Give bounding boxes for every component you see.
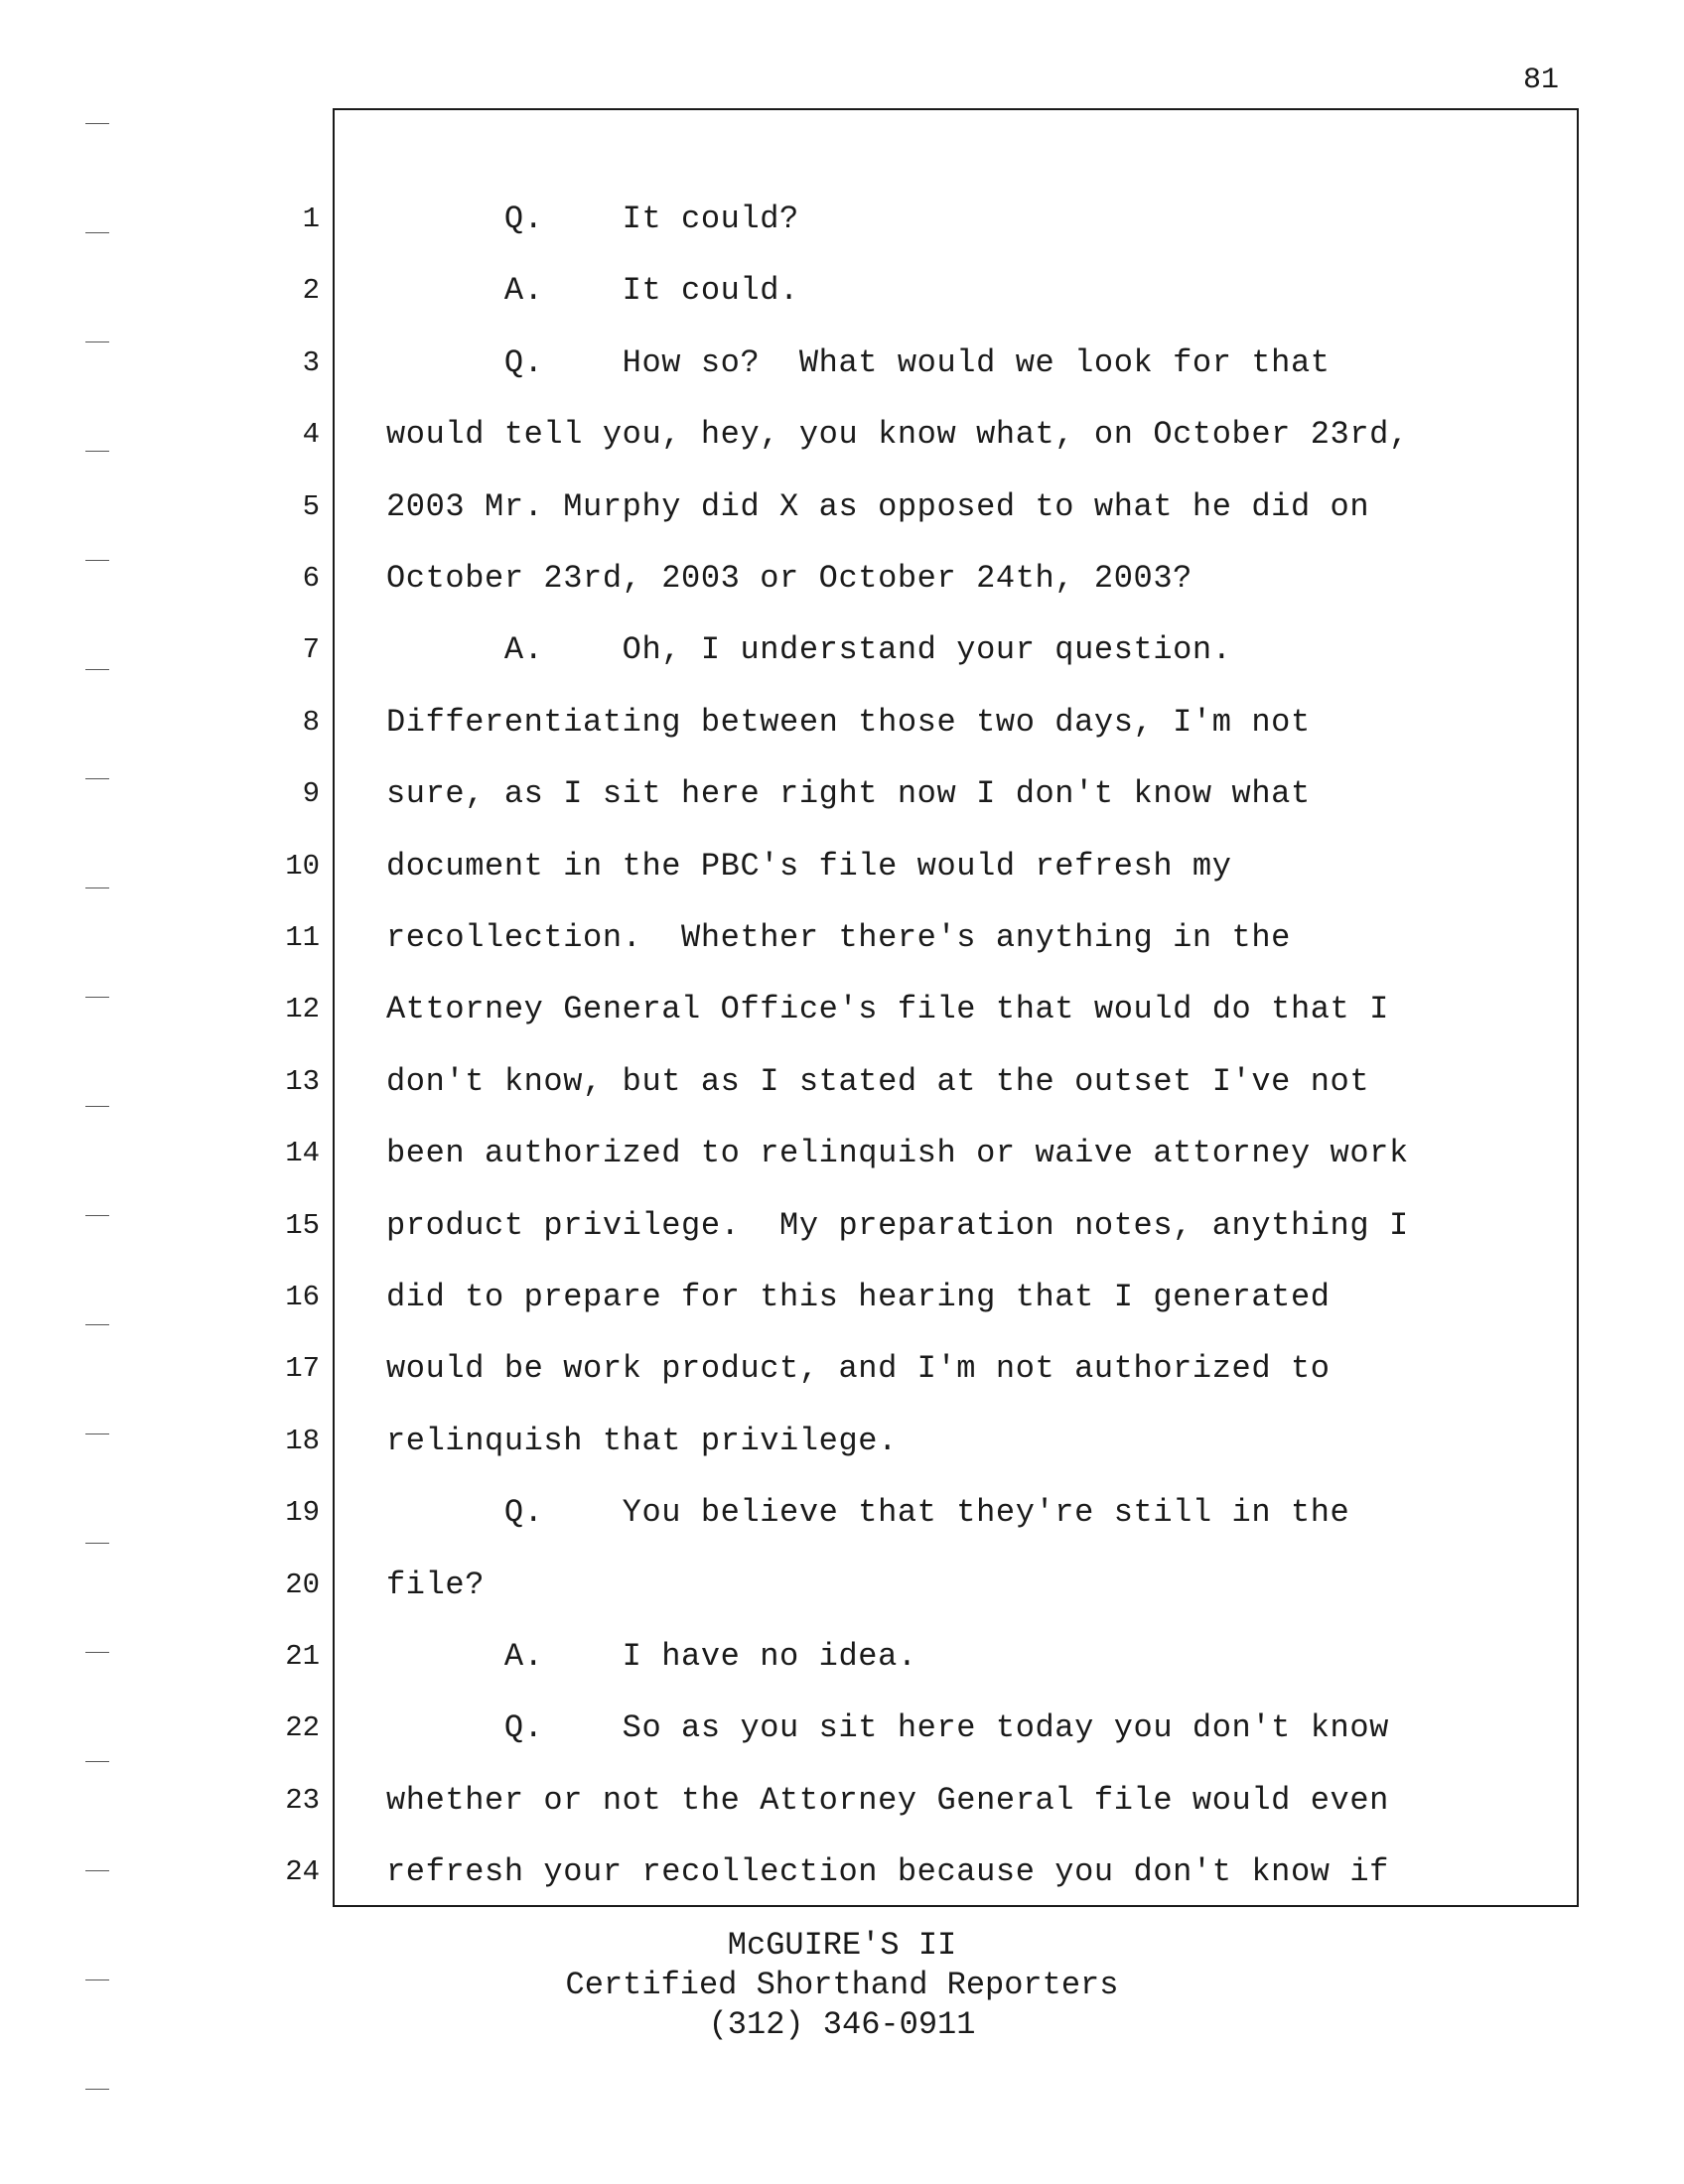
reporter-title: Certified Shorthand Reporters xyxy=(565,1967,1119,2003)
margin-mark xyxy=(85,1761,109,1762)
transcript-line: relinquish that privilege. xyxy=(386,1423,898,1459)
transcript-line: document in the PBC's file would refresh my xyxy=(386,848,1232,885)
line-number: 22 xyxy=(285,1711,320,1744)
margin-mark xyxy=(85,2089,109,2090)
margin-mark xyxy=(85,1652,109,1653)
line-number: 1 xyxy=(302,203,320,235)
line-number: 3 xyxy=(302,346,320,379)
margin-mark xyxy=(85,1870,109,1871)
reporter-name: McGUIRE'S II xyxy=(727,1927,957,1964)
margin-mark xyxy=(85,669,109,670)
line-number: 20 xyxy=(285,1569,320,1601)
margin-mark xyxy=(85,1215,109,1216)
line-number: 23 xyxy=(285,1784,320,1817)
line-number: 4 xyxy=(302,418,320,451)
line-number: 14 xyxy=(285,1137,320,1169)
page-number: 81 xyxy=(1522,64,1559,97)
transcript-line: would tell you, hey, you know what, on October 23rd, xyxy=(386,416,1409,453)
transcript-line: Attorney General Office's file that would do that I xyxy=(386,991,1389,1027)
line-number: 19 xyxy=(285,1496,320,1529)
margin-mark xyxy=(85,1433,109,1434)
transcript-line: recollection. Whether there's anything in the xyxy=(386,919,1291,956)
line-number: 6 xyxy=(302,562,320,595)
transcript-line: refresh your recollection because you don't know if xyxy=(386,1853,1389,1890)
line-number: 16 xyxy=(285,1281,320,1313)
transcript-line: been authorized to relinquish or waive attorney work xyxy=(386,1135,1409,1171)
line-number: 8 xyxy=(302,706,320,739)
transcript-line: Q. You believe that they're still in the xyxy=(386,1494,1350,1531)
margin-mark xyxy=(85,1106,109,1107)
line-number: 17 xyxy=(285,1352,320,1385)
transcript-line: Q. It could? xyxy=(386,201,799,237)
margin-mark xyxy=(85,997,109,998)
line-number: 7 xyxy=(302,633,320,666)
transcript-line: Differentiating between those two days, I'm not xyxy=(386,704,1311,741)
line-number: 15 xyxy=(285,1209,320,1242)
transcript-line: Q. How so? What would we look for that xyxy=(386,344,1331,381)
line-number: 5 xyxy=(302,490,320,523)
transcript-line: did to prepare for this hearing that I generated xyxy=(386,1279,1331,1315)
transcript-line: file? xyxy=(386,1567,486,1603)
transcript-line: Q. So as you sit here today you don't know xyxy=(386,1709,1389,1746)
line-number: 11 xyxy=(285,921,320,954)
transcript-line: don't know, but as I stated at the outset I've not xyxy=(386,1063,1370,1100)
transcript-line: product privilege. My preparation notes, anything I xyxy=(386,1207,1409,1244)
margin-mark xyxy=(85,232,109,233)
transcript-line: 2003 Mr. Murphy did X as opposed to what he did on xyxy=(386,488,1370,525)
reporter-phone: (312) 346-0911 xyxy=(708,2006,976,2043)
margin-mark xyxy=(85,1979,109,1980)
transcript-line: whether or not the Attorney General file would even xyxy=(386,1782,1389,1819)
line-number: 9 xyxy=(302,777,320,810)
margin-mark xyxy=(85,123,109,124)
margin-mark xyxy=(85,1543,109,1544)
transcript-line: would be work product, and I'm not authorized to xyxy=(386,1350,1331,1387)
line-number: 21 xyxy=(285,1640,320,1673)
line-number: 24 xyxy=(285,1855,320,1888)
line-number: 18 xyxy=(285,1425,320,1457)
line-number: 2 xyxy=(302,274,320,307)
transcript-line: A. It could. xyxy=(386,272,799,309)
transcript-line: A. I have no idea. xyxy=(386,1638,917,1675)
margin-mark xyxy=(85,1324,109,1325)
margin-mark xyxy=(85,778,109,779)
transcript-line: sure, as I sit here right now I don't know what xyxy=(386,775,1311,812)
margin-mark xyxy=(85,341,109,342)
reporter-footer xyxy=(0,1926,1684,2045)
margin-mark xyxy=(85,560,109,561)
line-number: 12 xyxy=(285,993,320,1025)
line-number: 13 xyxy=(285,1065,320,1098)
margin-mark xyxy=(85,451,109,452)
margin-mark xyxy=(85,887,109,888)
transcript-line: A. Oh, I understand your question. xyxy=(386,631,1232,668)
transcript-line: October 23rd, 2003 or October 24th, 2003? xyxy=(386,560,1193,597)
line-number: 10 xyxy=(285,850,320,883)
